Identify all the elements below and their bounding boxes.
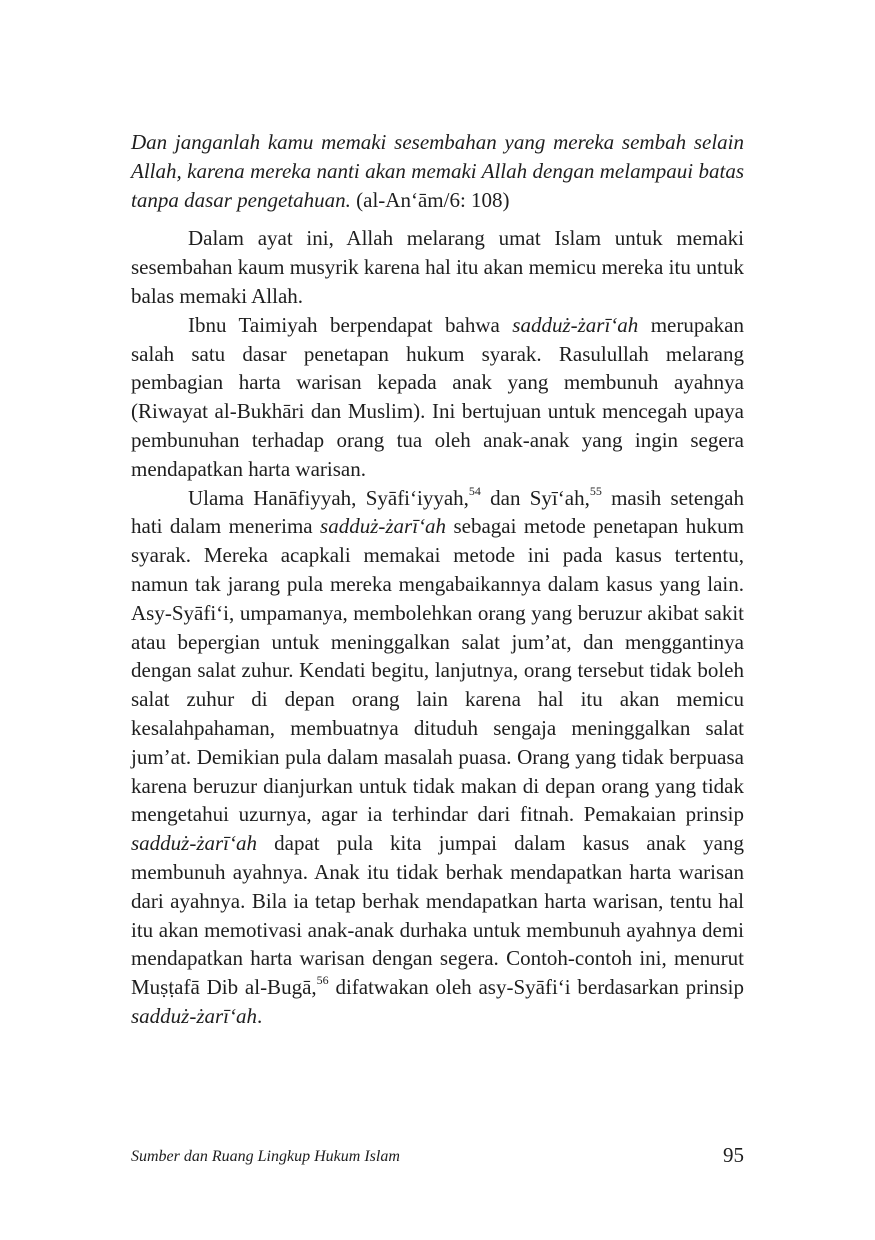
verse-citation: (al-An‘ām/6: 108) — [350, 187, 510, 212]
quran-verse-translation — [131, 128, 744, 214]
paragraph-3-text: difatwakan oleh asy-Syāfi‘i berdasarkan prinsip — [328, 975, 744, 1000]
term-sadduz-zariah: sadduż-żarī‘ah — [131, 831, 258, 856]
paragraph-1: Dalam ayat ini, Allah melarang umat Islam untuk memaki sesembahan kaum musyrik karena hal itu akan memicu mereka itu untuk balas memaki Allah. — [131, 226, 744, 308]
paragraph-3-text: . — [257, 1003, 263, 1028]
paragraph-3-text: sebagai metode penetapan hukum syarak. Mereka acapkali memakai metode ini pada kasus tertentu, namun tak jarang pula mereka mengabaikannya dalam kasus yang lain. Asy-Syāfi‘i, umpamanya, membolehkan orang yang beruzur akibat sakit atau bepergian untuk meninggalkan salat jum’at, dan menggantinya dengan salat zuhur. Kendati begitu, lanjutnya, orang tersebut tidak boleh salat zuhur di depan orang lain karena hal itu akan memicu kesalahpahaman, membuatnya dituduh sengaja meninggalkan salat jum’at. Demikian pula dalam masalah puasa. Orang yang tidak berpuasa karena beruzur dianjurkan untuk tidak makan di depan orang yang tidak mengetahui uzurnya, agar ia terhindar dari fitnah. Pemakaian prinsip — [131, 514, 744, 827]
running-title: Sumber dan Ruang Lingkup Hukum Islam — [131, 1148, 400, 1165]
paragraph-3-text: dan Syī‘ah, — [480, 485, 590, 510]
term-sadduz-zariah: sadduż-żarī‘ah — [131, 1003, 258, 1028]
page-body — [131, 128, 744, 1031]
paragraph-2 — [131, 311, 744, 484]
footnote-ref-55[interactable]: 55 — [589, 483, 602, 498]
page-footer — [131, 1143, 744, 1173]
term-sadduz-zariah: sadduż-żarī‘ah — [320, 514, 447, 539]
footnote-ref-56[interactable]: 56 — [316, 973, 329, 988]
paragraph-3 — [131, 484, 744, 1031]
paragraph-3-text: masih setengah hati dalam menerima — [131, 485, 744, 539]
paragraph-3-text: dapat pula kita jumpai dalam kasus anak yang membunuh ayahnya. Anak itu tidak berhak mendapatkan harta warisan dari ayahnya. Bila ia tetap berhak mendapatkan harta warisan, tentu hal itu akan memotivasi anak-anak durhaka untuk membunuh ayahnya demi mendapatkan harta warisan dengan segera. Contoh-contoh ini, menurut Muṣṭafā Dib al-Bugā, — [131, 831, 744, 1000]
paragraph-2-text: Ibnu Taimiyah berpendapat bahwa — [188, 312, 513, 337]
term-sadduz-zariah: sadduż-żarī‘ah — [512, 312, 639, 337]
footnote-ref-54[interactable]: 54 — [468, 483, 481, 498]
verse-text: Dan janganlah kamu memaki sesembahan yang mereka sembah selain Allah, karena mereka nanti akan memaki Allah dengan melampaui batas tanpa dasar pengetahuan. — [131, 130, 744, 212]
page-number: 95 — [723, 1143, 744, 1167]
paragraph-3-text: Ulama Hanāfiyyah, Syāfi‘iyyah, — [188, 485, 469, 510]
paragraph-2-text: merupakan salah satu dasar penetapan hukum syarak. Rasulullah melarang pembagian harta warisan kepada anak yang membunuh ayahnya (Riwayat al-Bukhāri dan Muslim). Ini bertujuan untuk mencegah upaya pembunuhan terhadap orang tua oleh anak-anak yang ingin segera mendapatkan harta warisan. — [131, 312, 744, 481]
